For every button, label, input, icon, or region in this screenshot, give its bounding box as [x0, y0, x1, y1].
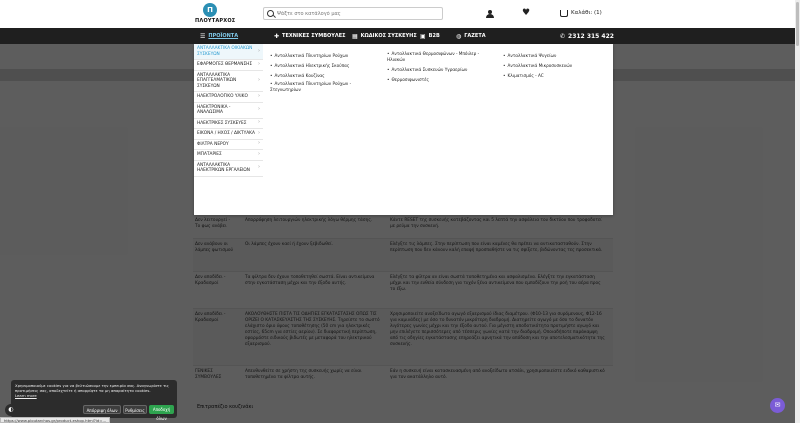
logo-mark: Π — [203, 3, 217, 17]
nav-gazette[interactable] — [456, 28, 486, 44]
wrench-icon: ✚ — [274, 32, 280, 40]
chevron-right-icon: › — [258, 140, 260, 147]
subcategory-link[interactable]: • Ανταλλακτικά Πλυντηρίων Ρούχων - Στεγνωτηρίων — [270, 81, 380, 95]
subcategory-link[interactable]: • Ανταλλακτικά Μικροσυσκευών — [503, 61, 603, 71]
phone-icon: ✆ — [560, 32, 566, 40]
subcategory-column — [387, 51, 497, 85]
subcategory-link[interactable]: • Ανταλλακτικά Πλυντηρίων Ρούχων — [270, 51, 380, 61]
subcategory-column — [270, 51, 380, 95]
category-item[interactable] — [194, 60, 263, 71]
phone-link[interactable] — [560, 28, 614, 44]
category-item[interactable] — [194, 150, 263, 161]
reject-all-button[interactable]: Απόρριψη όλων — [83, 405, 121, 414]
briefcase-icon: ▣ — [420, 32, 426, 40]
search-box[interactable] — [263, 7, 443, 20]
category-label: ΑΝΤΑΛΛΑΚΤΙΚΑ ΗΛΕΚΤΡΙΚΩΝ ΕΡΓΑΛΕΙΩΝ — [197, 162, 250, 173]
cookie-icon[interactable]: ◐ — [5, 404, 17, 416]
category-item[interactable] — [194, 92, 263, 103]
cookie-text — [15, 383, 173, 398]
chevron-right-icon: › — [258, 76, 260, 83]
cookie-settings-button[interactable]: Ρυθμίσεις — [123, 405, 147, 414]
status-bar-url: https://www.ploutarchos.gr/product-eshop.html?id=... — [0, 417, 110, 423]
nav-products-label: ΠΡΟΪΟΝΤΑ — [208, 33, 239, 39]
category-list — [194, 44, 263, 177]
subcategory-link[interactable]: • Κλιματισμός - AC — [503, 71, 603, 81]
phone-number: 2312 315 422 — [568, 32, 614, 40]
cookie-message: Χρησιμοποιούμε cookies για να βελτιώσουμε την εμπειρία σας. Αναγνωρίστε τις προτιμήσεις σας, αποδεχτείτε ή απορρίψτε τα μη απαραίτητα cookies. — [15, 383, 169, 393]
category-label: ΗΛΕΚΤΡΙΚΕΣ ΣΥΣΚΕΥΕΣ — [197, 120, 247, 126]
chevron-right-icon: › — [258, 92, 260, 99]
subcategory-link[interactable]: • Ανταλλακτικά Κουζίνας — [270, 71, 380, 81]
scrollbar-thumb[interactable] — [796, 2, 799, 46]
cart-icon — [560, 10, 568, 17]
category-label: ΕΦΑΡΜΟΓΕΣ ΘΕΡΜΑΝΣΗΣ — [197, 62, 253, 67]
subcategory-column — [503, 51, 603, 81]
accept-all-button[interactable]: Αποδοχή όλων — [149, 405, 174, 414]
subcategory-link[interactable]: • Θερμοσιφωνιστές — [387, 75, 497, 85]
search-icon — [267, 10, 274, 17]
category-item[interactable] — [194, 140, 263, 151]
nav-device-code[interactable] — [352, 28, 417, 44]
nav-tech-tips[interactable] — [274, 28, 346, 44]
cart-button[interactable] — [560, 8, 602, 18]
chevron-right-icon: › — [258, 60, 260, 67]
search-input[interactable] — [277, 8, 437, 19]
chevron-right-icon: › — [258, 119, 260, 126]
nav-products[interactable] — [200, 28, 238, 44]
nav-gazette-label: ΓΑΖΕΤΑ — [464, 33, 486, 39]
category-label: ΕΙΚΟΝΑ / ΗΧΟΣ / ΔΙΚΤΥΑΚΑ — [197, 131, 255, 136]
logo-text: ΠΛΟΥΤΑΡΧΟΣ — [195, 18, 236, 24]
menu-icon: ☰ — [200, 32, 206, 40]
subcategory-link[interactable]: • Ανταλλακτικά Ψυγείων — [503, 51, 603, 61]
category-label: ΦΙΛΤΡΑ ΝΕΡΟΥ — [197, 141, 229, 147]
chevron-right-icon: › — [258, 150, 260, 157]
category-label: ΜΠΑΤΑΡΙΕΣ — [197, 152, 222, 157]
category-item[interactable] — [194, 103, 263, 119]
barcode-icon: ▦ — [352, 32, 358, 40]
subcategory-link[interactable]: • Ανταλλακτικά Θερμοσιφώνων - Μπόιλερ - Ηλιακών — [387, 51, 497, 65]
category-item[interactable] — [194, 161, 263, 177]
scrollbar[interactable] — [795, 0, 800, 423]
category-item[interactable] — [194, 44, 263, 60]
products-mega-menu — [194, 44, 613, 215]
nav-b2b-label: B2B — [428, 33, 440, 39]
heart-icon[interactable]: ♥ — [522, 8, 531, 18]
chat-icon[interactable]: ✉ — [770, 398, 785, 413]
cookie-learn-more-link[interactable]: Learn more — [15, 393, 37, 398]
cart-label: Καλάθι: (1) — [571, 10, 602, 16]
user-icon[interactable] — [486, 10, 494, 18]
nav-device-code-label: ΚΩΔΙΚΟΣ ΣΥΣΚΕΥΗΣ — [360, 33, 417, 39]
subcategory-link[interactable]: • Ανταλλακτικά Ηλεκτρικής Σκούπας — [270, 61, 380, 71]
category-label: ΗΛΕΚΤΡΟΝΙΚΑ - ΑΝΑΛΩΣΙΜΑ — [197, 104, 231, 115]
chevron-right-icon: › — [258, 106, 260, 112]
nav-b2b[interactable] — [420, 28, 440, 44]
site-logo[interactable] — [195, 3, 236, 26]
subcategory-link[interactable]: • Ανταλλακτικά Συσκευών Υγραερίων — [387, 65, 497, 75]
category-item[interactable] — [194, 119, 263, 130]
chevron-right-icon: › — [258, 129, 260, 136]
chevron-right-icon: › — [258, 47, 260, 54]
category-label: ΑΝΤΑΛΛΑΚΤΙΚΑ ΟΙΚΙΑΚΩΝ ΣΥΣΚΕΥΩΝ — [197, 46, 253, 57]
category-label: ΗΛΕΚΤΡΟΛΟΓΙΚΟ ΥΛΙΚΟ — [197, 94, 248, 99]
category-item[interactable] — [194, 129, 263, 140]
chevron-right-icon: › — [258, 164, 260, 170]
site-header — [0, 0, 800, 28]
category-label: ΑΝΤΑΛΛΑΚΤΙΚΑ ΕΠΑΓΓΕΛΜΑΤΙΚΩΝ ΣΥΣΚΕΥΩΝ — [197, 72, 237, 89]
main-nav — [0, 28, 800, 44]
category-item[interactable] — [194, 71, 263, 93]
globe-icon: ◍ — [456, 32, 462, 40]
nav-tech-tips-label: ΤΕΧΝΙΚΕΣ ΣΥΜΒΟΥΛΕΣ — [282, 33, 346, 39]
